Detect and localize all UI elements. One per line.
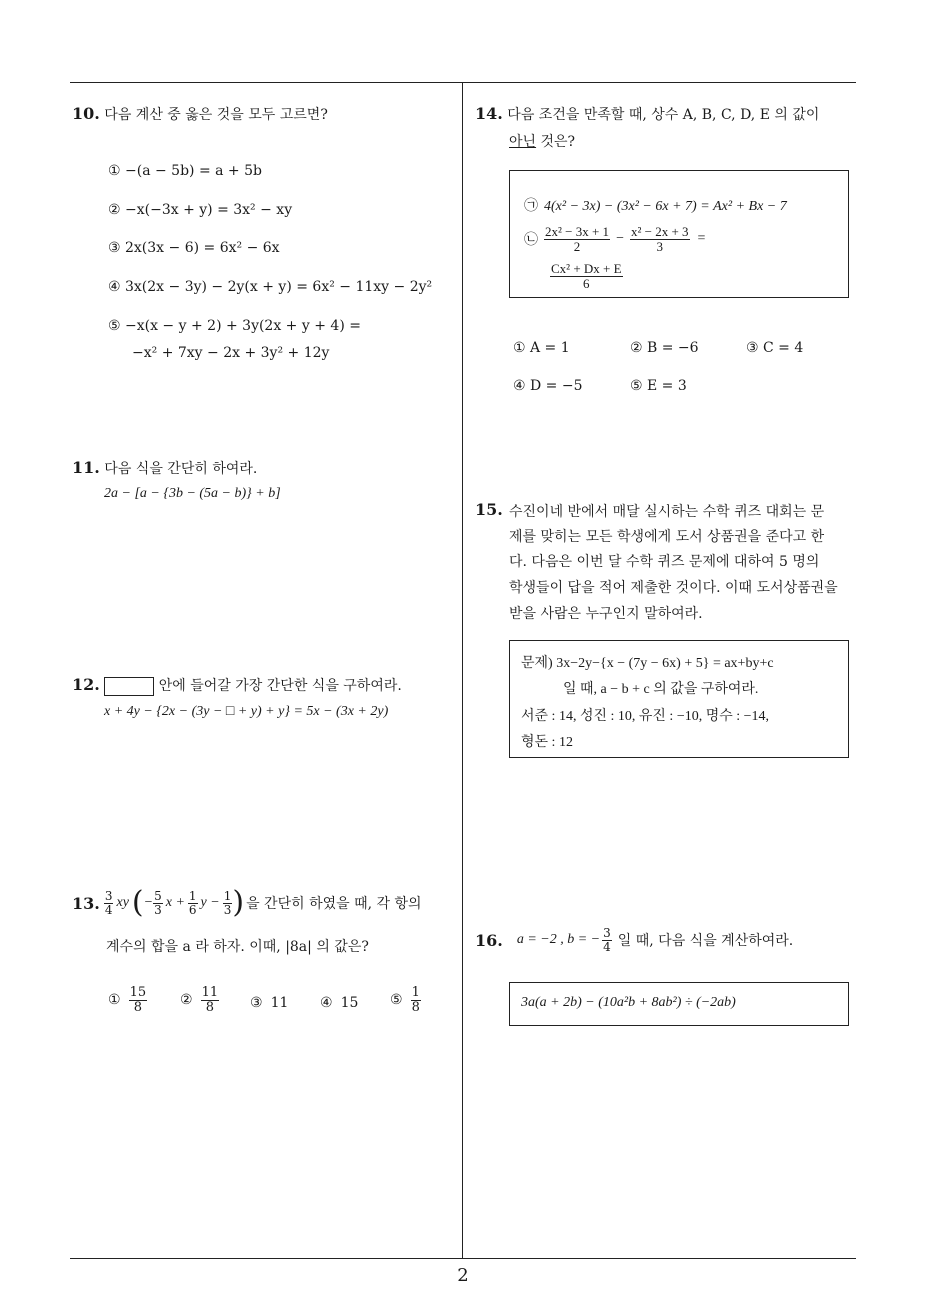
question-number: 11. [72,458,100,477]
q15-box-line-2: 일 때, a − b + c 의 값을 구하여라. [563,682,759,697]
question-12 [72,675,402,696]
question-number: 16. [475,930,503,950]
bottom-rule [70,1258,856,1259]
q14-condition-2: ㉡ $\frac{\text{2x² − 3x + 1}}{2}$ − $\frac{\text{x² − 2x + 3}}{3}$ = [524,224,706,254]
q14-choice-1: ① A = 1 [513,340,570,356]
question-11 [72,458,257,478]
q14-condition-2-rhs: $\frac{\text{Cx² + Dx + E}}{6}$ [551,261,622,291]
q13-choice-3: ③ 11 [250,995,289,1011]
q15-box-line-1: 문제) 3x−2y−{x − (7y − 6x) + 5} = ax+by+c [521,656,774,671]
q14-choice-2: ② B = −6 [630,340,699,356]
q14-choice-3: ③ C = 4 [746,340,804,356]
q15-box-line-3: 서준 : 14, 성진 : 10, 유진 : −10, 명수 : −14, [521,709,770,724]
question-text: 다음 식을 간단히 하여라. [104,461,258,477]
close-paren: ) [232,885,245,920]
q13-choices [108,986,438,1026]
q15-line-2: 제를 맞히는 모든 학생에게 도서 상품권을 준다고 한 [509,529,825,545]
question-text: 다음 조건을 만족할 때, 상수 A, B, C, D, E 의 값이 [507,107,820,123]
term3-fraction: $\frac{1}{3}$ [223,888,232,917]
question-16: 16. a = −2 , b = − $\frac{3}{4}$ 일 때, 다음 식을 계산하여라. [475,926,794,954]
q15-line-4: 학생들이 답을 적어 제출한 것이다. 이때 도서상품권을 [509,580,838,596]
column-divider [462,82,463,1258]
q10-choice-4: ④ 3x(2x − 3y) − 2y(x + y) = 6x² − 11xy − 2y² [108,279,433,295]
q11-expression: 2a − [a − {3b − (5a − b)} + b] [104,486,281,501]
q13-text-line2: 계수의 합을 a 라 하자. 이때, |8a| 의 값은? [106,939,369,955]
question-number: 12. [72,675,100,694]
q12-expression: x + 4y − {2x − (3y − □ + y) + y} = 5x − (3x + 2y) [104,704,389,719]
q15-line-1: 수진이네 반에서 매달 실시하는 수학 퀴즈 대회는 문 [509,504,825,520]
term1-fraction: $\frac{5}{3}$ [154,888,162,917]
q10-choice-1: ① −(a − 5b) = a + 5b [108,163,262,179]
question-text: 다음 계산 중 옳은 것을 모두 고르면? [104,107,328,123]
q16-expression: 3a(a + 2b) − (10a²b + 8ab²) ÷ (−2ab) [521,995,736,1010]
question-text: 안에 들어갈 가장 간단한 식을 구하여라. [158,678,402,694]
lead-fraction: $\frac{3}{4}$ [104,888,113,917]
q15-box-line-4: 형돈 : 12 [521,735,573,750]
q13-choice-1: ① $\frac{15}{8}$ [108,985,147,1015]
page-number: 2 [457,1265,469,1286]
b-fraction: $\frac{3}{4}$ [603,926,611,954]
q13-choice-4: ④ 15 [320,995,359,1011]
answer-blank-box [104,677,154,696]
q15-line-5: 받을 사람은 누구인지 말하여라. [509,606,703,622]
question-14 [475,104,819,124]
question-number: 13. [72,893,100,913]
q10-choice-2: ② −x(−3x + y) = 3x² − xy [108,202,293,218]
question-13: 13. $\frac{3}{4}$ xy ( − $\frac{5}{3}$ x + $\frac{1}{6}$ y − $\frac{1}{3}$ ) 을 간단히 하였을 때, 각 항의 [72,885,422,920]
question-10 [72,104,328,124]
q15-line-3: 다. 다음은 이번 달 수학 퀴즈 문제에 대하여 5 명의 [509,554,820,570]
q10-choice-3: ③ 2x(3x − 6) = 6x² − 6x [108,240,280,256]
open-paren: ( [131,885,144,920]
q14-choice-4: ④ D = −5 [513,378,583,394]
question-15-number: 15. [475,500,503,519]
q13-choice-5: ⑤ $\frac{1}{8}$ [390,985,420,1015]
question-number: 14. [475,104,503,123]
q14-choice-5: ⑤ E = 3 [630,378,687,394]
question-number: 10. [72,104,100,123]
term2-fraction: $\frac{1}{6}$ [188,888,197,917]
q10-choice-5-continued: −x² + 7xy − 2x + 3y² + 12y [132,345,330,361]
top-rule [70,82,856,83]
q14-text-line2: 아닌 것은? [509,134,576,150]
q14-condition-1: ㉠ 4(x² − 3x) − (3x² − 6x + 7) = Ax² + Bx − 7 [524,199,787,214]
q10-choice-5: ⑤ −x(x − y + 2) + 3y(2x + y + 4) = [108,318,361,334]
q13-choice-2: ② $\frac{11}{8}$ [180,985,219,1015]
